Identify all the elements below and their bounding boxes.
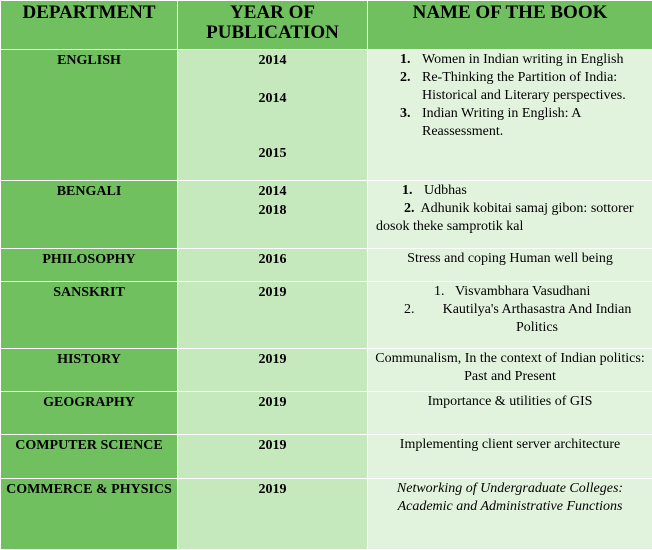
year-cell	[178, 349, 368, 392]
year-value: 2014	[258, 184, 287, 199]
year-value: 2019	[258, 285, 287, 300]
table-row	[1, 435, 652, 479]
department-cell: SANSKRIT	[1, 282, 178, 349]
book-cell	[368, 282, 652, 349]
table-row	[1, 249, 652, 282]
book-number: 2.	[400, 70, 411, 85]
year-value: 2019	[258, 352, 287, 367]
year-value: 2015	[258, 146, 287, 161]
department-cell: COMPUTER SCIENCE	[1, 435, 178, 479]
department-cell: ENGLISH	[1, 50, 178, 181]
book-cell: Importance & utilities of GIS	[368, 392, 652, 435]
book-number: 3.	[400, 106, 411, 121]
book-item	[368, 200, 652, 236]
department-cell: HISTORY	[1, 349, 178, 392]
table-row	[1, 479, 652, 550]
year-cell	[178, 249, 368, 282]
book-cell	[368, 181, 652, 249]
book-number: 2.	[404, 201, 415, 216]
book-item	[400, 105, 648, 141]
book-number: 1.	[434, 284, 445, 299]
book-title: Women in Indian writing in English	[422, 52, 624, 67]
table-row	[1, 349, 652, 392]
book-item	[368, 283, 652, 301]
book-cell: Implementing client server architecture	[368, 435, 652, 479]
book-item	[368, 182, 652, 200]
book-title: Indian Writing in English: A Reassessment.	[422, 106, 581, 139]
table-row	[1, 181, 652, 249]
department-cell: PHILOSOPHY	[1, 249, 178, 282]
department-cell: COMMERCE & PHYSICS	[1, 479, 178, 550]
book-title: Visvambhara Vasudhani	[455, 284, 591, 299]
table-row	[1, 282, 652, 349]
book-item	[400, 69, 648, 105]
year-cell	[178, 50, 368, 181]
year-value: 2019	[258, 482, 287, 497]
header-department: DEPARTMENT	[1, 1, 178, 50]
year-value: 2014	[258, 53, 287, 68]
book-title: Kautilya's Arthasastra And Indian Politics	[442, 302, 632, 335]
book-title: Adhunik kobitai samaj gibon: sottorer dosok theke samprotik kal	[376, 201, 634, 234]
book-number: 1.	[400, 52, 411, 67]
year-cell	[178, 479, 368, 550]
header-row	[1, 1, 652, 50]
book-cell: Communalism, In the context of Indian politics: Past and Present	[368, 349, 652, 392]
book-cell: Stress and coping Human well being	[368, 249, 652, 282]
table-row	[1, 50, 652, 181]
book-item	[368, 301, 652, 337]
year-cell	[178, 282, 368, 349]
year-value: 2014	[258, 91, 287, 106]
header-year: YEAR OF PUBLICATION	[178, 1, 368, 50]
book-cell	[368, 50, 652, 181]
book-list	[368, 51, 652, 141]
year-cell	[178, 392, 368, 435]
year-value: 2018	[258, 203, 287, 218]
year-value: 2016	[258, 252, 287, 267]
year-cell	[178, 181, 368, 249]
book-title: Udbhas	[424, 183, 467, 198]
book-number: 2.	[404, 302, 415, 317]
year-cell	[178, 435, 368, 479]
book-number: 1.	[402, 183, 413, 198]
header-book: NAME OF THE BOOK	[368, 1, 652, 50]
department-cell: GEOGRAPHY	[1, 392, 178, 435]
table-row	[1, 392, 652, 435]
book-title: Re-Thinking the Partition of India: Historical and Literary perspectives.	[422, 70, 626, 103]
year-value: 2019	[258, 395, 287, 410]
year-value: 2019	[258, 438, 287, 453]
book-item	[400, 51, 648, 69]
book-cell: Networking of Undergraduate Colleges: Academic and Administrative Functions	[368, 479, 652, 550]
department-cell: BENGALI	[1, 181, 178, 249]
